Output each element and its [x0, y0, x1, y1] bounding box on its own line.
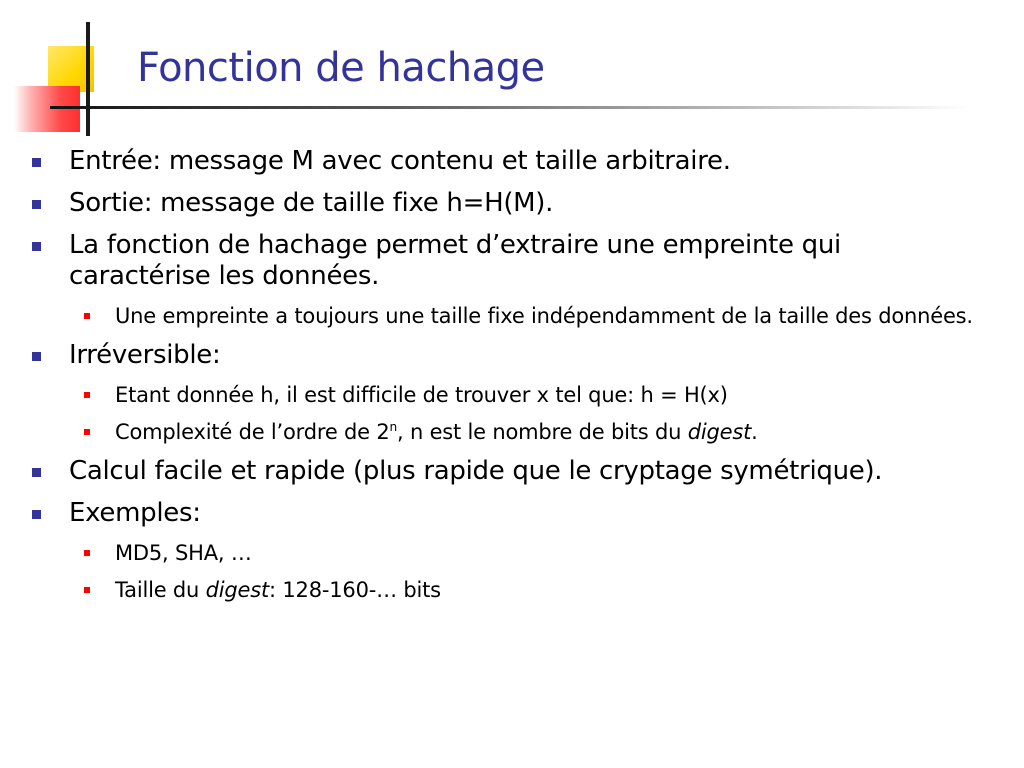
- sub-bullet-text-mid: , n est le nombre de bits du: [397, 420, 688, 444]
- title-underline-decoration: [50, 106, 970, 109]
- bullet-irreversible: [0, 340, 1000, 371]
- digest-term: digest: [205, 578, 270, 602]
- square-bullet-icon: [32, 200, 41, 209]
- square-bullet-icon: [32, 158, 41, 167]
- sub-bullet-taille: [0, 577, 1000, 603]
- square-bullet-icon: [32, 242, 41, 251]
- bullet-text: Irréversible:: [69, 340, 221, 370]
- square-bullet-icon: [32, 468, 41, 477]
- sub-bullet-empreinte: [0, 303, 985, 329]
- sub-bullet-text: Une empreinte a toujours une taille fixe indépendamment de la taille des données.: [115, 304, 973, 328]
- sub-bullet-complexite: [0, 419, 1000, 445]
- bullet-text: Entrée: message M avec contenu et taille arbitraire.: [69, 146, 731, 176]
- bullet-text: Sortie: message de taille fixe h=H(M).: [69, 188, 554, 218]
- bullet-calcul: [0, 456, 989, 487]
- sub-bullet-text-suffix: .: [751, 420, 758, 444]
- sub-bullet-text-prefix: Taille du: [115, 578, 206, 602]
- bullet-text: Calcul facile et rapide (plus rapide que le cryptage symétrique).: [69, 456, 883, 486]
- bullet-fonction: [0, 230, 989, 292]
- sub-bullet-text-prefix: Complexité de l’ordre de 2: [115, 420, 390, 444]
- bullet-list: [0, 146, 1000, 614]
- vertical-rule-decoration: [86, 22, 90, 136]
- square-bullet-icon: [32, 510, 41, 519]
- slide-title: Fonction de hachage: [137, 45, 545, 91]
- bullet-text: Exemples:: [69, 498, 201, 528]
- bullet-sortie: [0, 188, 1000, 219]
- square-bullet-icon: [32, 352, 41, 361]
- sub-bullet-text-suffix: : 128-160-… bits: [269, 578, 441, 602]
- bullet-exemples: [0, 498, 1000, 529]
- small-square-bullet-icon: [84, 587, 90, 593]
- exponent-n: n: [389, 420, 398, 434]
- small-square-bullet-icon: [84, 550, 90, 556]
- small-square-bullet-icon: [84, 313, 90, 319]
- sub-bullet-text: Etant donnée h, il est difficile de trouver x tel que: h = H(x): [115, 383, 728, 407]
- bullet-entree: [0, 146, 1000, 177]
- sub-bullet-text: MD5, SHA, …: [115, 541, 252, 565]
- red-bar-decoration: [14, 86, 80, 132]
- small-square-bullet-icon: [84, 429, 90, 435]
- small-square-bullet-icon: [84, 392, 90, 398]
- digest-term: digest: [687, 420, 752, 444]
- bullet-text: La fonction de hachage permet d’extraire une empreinte qui caractérise les données.: [69, 230, 841, 291]
- sub-bullet-etant: [0, 382, 1000, 408]
- sub-bullet-md5: [0, 540, 1000, 566]
